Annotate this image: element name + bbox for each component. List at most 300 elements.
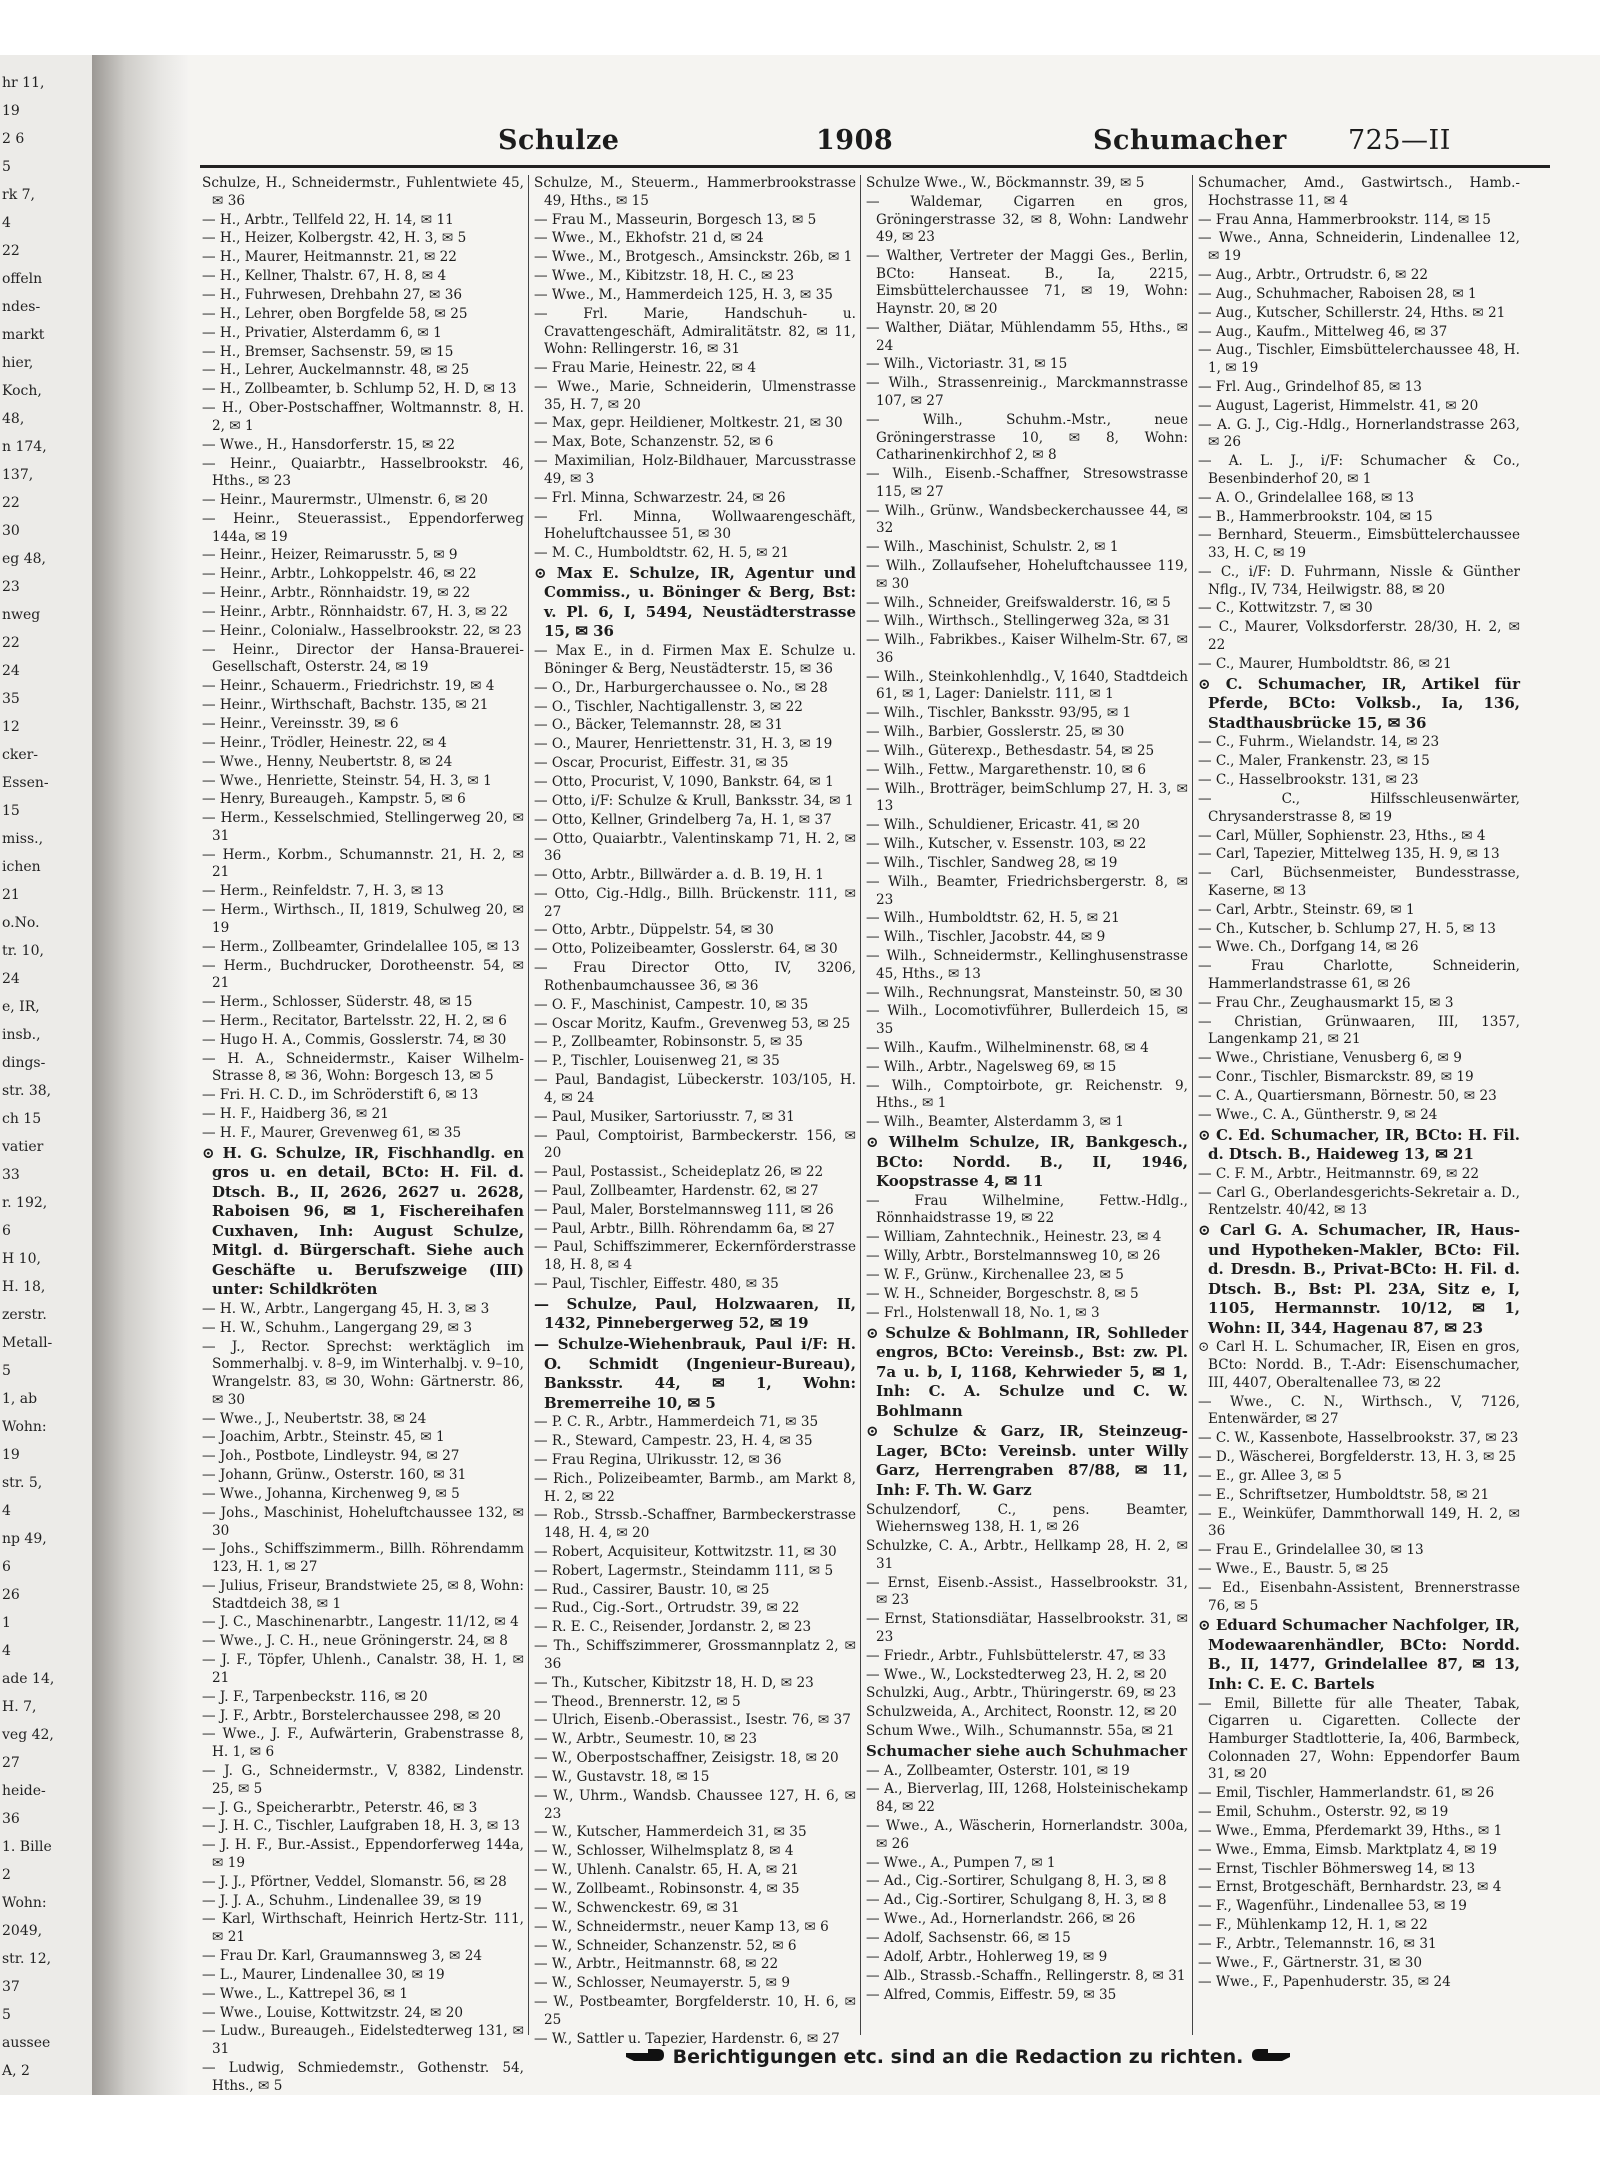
previous-page-fragment: miss.,	[2, 831, 44, 847]
previous-page-fragment: 24	[2, 971, 20, 987]
previous-page-fragment: insb.,	[2, 1027, 41, 1043]
directory-entry: — H. F., Haidberg 36, ✉ 21	[202, 1106, 389, 1123]
directory-entry: ⊙ C. Schumacher, IR, Artikel für Pferde, BCto: Volksb., Ia, 136, Stadthausbrücke 15, ✉ 36	[1198, 674, 1520, 732]
previous-page-fragment: cker-	[2, 747, 39, 763]
directory-entry: — Wwe., Emma, Pferdemarkt 39, Hths., ✉ 1	[1198, 1822, 1503, 1839]
directory-entry: — E., Weinküfer, Dammthorwall 149, H. 2, ✉ 36	[1198, 1505, 1520, 1540]
directory-entry: Schum Wwe., Wilh., Schumannstr. 55a, ✉ 21	[866, 1723, 1175, 1740]
directory-entry: — Wilh., Maschinist, Schulstr. 2, ✉ 1	[866, 539, 1119, 556]
header-page-number: 725—II	[1348, 125, 1451, 156]
directory-entry: ⊙ Eduard Schumacher Nachfolger, IR, Modewaarenhändler, BCto: Nordd. B., II, 1477, Grindelallee 87, ✉ 13, Inh: C. E. C. Bartels	[1198, 1616, 1520, 1693]
directory-entry: — Wilh., Schuldiener, Ericastr. 41, ✉ 20	[866, 817, 1140, 834]
directory-entry: — Ernst, Brotgeschäft, Bernhardstr. 23, ✉ 4	[1198, 1879, 1502, 1896]
directory-entry: — Wilh., Barbier, Gosslerstr. 25, ✉ 30	[866, 724, 1125, 741]
previous-page-fragment: 2	[2, 1867, 11, 1883]
previous-page-fragment: dings-	[2, 1055, 46, 1071]
directory-entry: — W., Schlosser, Wilhelmsplatz 8, ✉ 4	[534, 1843, 794, 1860]
directory-entry: — Frl. Marie, Handschuh- u. Cravattengeschäft, Admiralitätstr. 82, ✉ 11, Wohn: Rellingerstr. 16, ✉ 31	[534, 305, 856, 358]
directory-entry: — A. G. J., Cig.-Hdlg., Hornerlandstrasse 263, ✉ 26	[1198, 416, 1520, 451]
directory-entry: — Wwe., M., Brotgesch., Amsinckstr. 26b, ✉ 1	[534, 249, 853, 266]
directory-entry: — J. H. C., Tischler, Laufgraben 18, H. 3, ✉ 13	[202, 1818, 520, 1835]
directory-entry: — Wwe., A., Wäscherin, Hornerlandstr. 300a, ✉ 26	[866, 1818, 1188, 1852]
directory-entry: — Herm., Zollbeamter, Grindelallee 105, ✉ 13	[202, 938, 520, 955]
previous-page-fragment: 36	[2, 1811, 20, 1827]
directory-entry: — Heinr., Steuerassist., Eppendorferweg 144a, ✉ 19	[202, 510, 524, 545]
directory-entry: — H., Ober-Postschaffner, Woltmannstr. 8, H. 2, ✉ 1	[202, 400, 524, 434]
directory-entry: — Paul, Comptoirist, Barmbeckerstr. 156, ✉ 20	[534, 1127, 856, 1162]
previous-page-fragment: 22	[2, 635, 20, 651]
directory-entry: ⊙ Carl H. L. Schumacher, IR, Eisen en gros, BCto: Nordd. B., T.-Adr: Eisenschumacher, III, 4407, Oberaltenallee 73, ✉ 22	[1198, 1339, 1520, 1391]
directory-entry: — Wilh., Comptoirbote, gr. Reichenstr. 9, Hths., ✉ 1	[866, 1077, 1188, 1112]
directory-entry: — R. E. C., Reisender, Jordanstr. 2, ✉ 23	[534, 1619, 812, 1636]
directory-entry: — Willy, Arbtr., Borstelmannsweg 10, ✉ 26	[866, 1248, 1161, 1265]
directory-entry: — Emil, Tischler, Hammerlandstr. 61, ✉ 26	[1198, 1785, 1495, 1802]
directory-entry: — Aug., Kaufm., Mittelweg 46, ✉ 37	[1198, 323, 1448, 340]
directory-entry: ⊙ Wilhelm Schulze, IR, Bankgesch., BCto: Nordd. B., II, 1946, Koopstrasse 4, ✉ 11	[866, 1133, 1188, 1191]
directory-entry: — W., Schlosser, Neumayerstr. 5, ✉ 9	[534, 1975, 790, 1992]
directory-entry: — Conr., Tischler, Bismarckstr. 89, ✉ 19	[1198, 1069, 1474, 1086]
header-left-name: Schulze	[498, 125, 620, 156]
previous-page-fragment: 24	[2, 663, 20, 679]
previous-page-fragment: r. 192,	[2, 1195, 48, 1211]
directory-entry: — A., Bierverlag, III, 1268, Holsteinischekamp 84, ✉ 22	[866, 1781, 1188, 1816]
directory-entry: — P., Zollbeamter, Robinsonstr. 5, ✉ 35	[534, 1034, 804, 1051]
directory-entry: — August, Lagerist, Himmelstr. 41, ✉ 20	[1198, 397, 1479, 414]
directory-entry: — J. F., Arbtr., Borstelerchaussee 298, ✉ 20	[202, 1707, 501, 1724]
directory-entry: — Wwe., Emma, Eimsb. Marktplatz 4, ✉ 19	[1198, 1841, 1498, 1858]
directory-entry: — Schulze, Paul, Holzwaaren, II, 1432, Pinnebergerweg 52, ✉ 19	[534, 1294, 856, 1333]
directory-entry: — Heinr., Quaiarbtr., Hasselbrookstr. 46, Hths., ✉ 23	[202, 455, 524, 490]
directory-entry: — Paul, Zollbeamter, Hardenstr. 62, ✉ 27	[534, 1182, 819, 1199]
directory-entry: — O., Tischler, Nachtigallenstr. 3, ✉ 22	[534, 698, 803, 715]
directory-entry: — Ad., Cig.-Sortirer, Schulgang 8, H. 3, ✉ 8	[866, 1873, 1167, 1890]
directory-entry: — Wwe., M., Kibitzstr. 18, H. C., ✉ 23	[534, 268, 794, 285]
directory-entry: — O., Maurer, Henriettenstr. 31, H. 3, ✉ 19	[534, 736, 833, 753]
directory-entry: — Carl, Tapezier, Mittelweg 135, H. 9, ✉ 13	[1198, 846, 1500, 863]
previous-page-fragment: str. 38,	[2, 1083, 52, 1099]
previous-page-fragment: ch 15	[2, 1111, 42, 1127]
directory-entry: Schulze, H., Schneidermstr., Fuhlentwiete 45, ✉ 36	[202, 175, 524, 209]
directory-entry: — Herm., Korbm., Schumannstr. 21, H. 2, ✉ 21	[202, 846, 524, 881]
directory-entry: — Wwe., Johanna, Kirchenweg 9, ✉ 5	[202, 1486, 460, 1503]
directory-entry: — Henry, Bureaugeh., Kampstr. 5, ✉ 6	[202, 791, 466, 808]
directory-entry: — Ernst, Stationsdiätar, Hasselbrookstr. 31, ✉ 23	[866, 1611, 1188, 1645]
directory-entry: — C., Fuhrm., Wielandstr. 14, ✉ 23	[1198, 734, 1440, 751]
book-gutter	[92, 55, 188, 2095]
directory-entry: — W., Kutscher, Hammerdeich 31, ✉ 35	[534, 1824, 807, 1841]
directory-entry: — C., Kottwitzstr. 7, ✉ 30	[1198, 600, 1373, 617]
previous-page-fragment: hr 11,	[2, 75, 45, 91]
previous-page-fragment: 5	[2, 2007, 11, 2023]
previous-page-edge	[0, 55, 92, 2095]
directory-entry: — Paul, Bandagist, Lübeckerstr. 103/105, H. 4, ✉ 24	[534, 1072, 856, 1106]
directory-entry: — Ernst, Eisenb.-Assist., Hasselbrookstr. 31, ✉ 23	[866, 1574, 1188, 1609]
directory-entry: — Frau E., Grindelallee 30, ✉ 13	[1198, 1542, 1424, 1559]
directory-entry: — Aug., Kutscher, Schillerstr. 24, Hths. ✉ 21	[1198, 304, 1506, 321]
directory-entry: — A. O., Grindelallee 168, ✉ 13	[1198, 489, 1415, 506]
previous-page-fragment: H 10,	[2, 1251, 41, 1267]
directory-entry: — H., Bremser, Sachsenstr. 59, ✉ 15	[202, 343, 454, 360]
directory-entry: — Wwe., M., Ekhofstr. 21 d, ✉ 24	[534, 230, 764, 247]
footer-note	[548, 2045, 1368, 2070]
directory-entry: — Wilh., Brotträger, beimSchlump 27, H. 3, ✉ 13	[866, 780, 1188, 815]
column-2	[534, 175, 856, 2047]
directory-entry: — Alb., Strassb.-Schaffn., Rellingerstr. 8, ✉ 31	[866, 1967, 1186, 1984]
directory-entry: — F., Mühlenkamp 12, H. 1, ✉ 22	[1198, 1917, 1428, 1934]
directory-entry: — Aug., Tischler, Eimsbüttelerchaussee 48, H. 1, ✉ 19	[1198, 342, 1520, 377]
directory-entry: — Heinr., Arbtr., Rönnhaidstr. 19, ✉ 22	[202, 585, 471, 602]
directory-entry: — Wwe., W., Lockstedterweg 23, H. 2, ✉ 20	[866, 1666, 1167, 1683]
directory-entry: — Wwe., F., Papenhuderstr. 35, ✉ 24	[1198, 1973, 1451, 1990]
directory-entry: — Heinr., Trödler, Heinestr. 22, ✉ 4	[202, 734, 447, 751]
pointing-hand-icon	[1250, 2045, 1292, 2070]
directory-entry: — R., Steward, Campestr. 23, H. 4, ✉ 35	[534, 1433, 813, 1450]
directory-entry: — Wwe., Christiane, Venusberg 6, ✉ 9	[1198, 1050, 1462, 1067]
directory-entry: — H., Heizer, Kolbergstr. 42, H. 3, ✉ 5	[202, 230, 467, 247]
previous-page-fragment: A, 2	[2, 2063, 30, 2079]
directory-entry: — Herm., Reinfeldstr. 7, H. 3, ✉ 13	[202, 883, 444, 900]
directory-entry: — Otto, Quaiarbtr., Valentinskamp 71, H. 2, ✉ 36	[534, 830, 856, 865]
directory-entry: — Carl, Müller, Sophienstr. 23, Hths., ✉ 4	[1198, 827, 1486, 844]
previous-page-fragment: 2049,	[2, 1923, 43, 1939]
directory-entry: — Paul, Tischler, Eiffestr. 480, ✉ 35	[534, 1276, 779, 1293]
directory-entry: — Frau Director Otto, IV, 3206, Rothenbaumchaussee 36, ✉ 36	[534, 960, 856, 994]
directory-entry: — Karl, Wirthschaft, Heinrich Hertz-Str. 111, ✉ 21	[202, 1911, 524, 1946]
directory-entry: — Adolf, Arbtr., Hohlerweg 19, ✉ 9	[866, 1948, 1108, 1965]
previous-page-fragment: markt	[2, 327, 45, 343]
directory-entry: ⊙ Schulze & Bohlmann, IR, Sohlleder engros, BCto: Vereinsb., Bst: zw. Pl. 7a u. b, I, 1168, Kehrwieder 5, ✉ 1, Inh: C. A. Schulze und C. W. Bohlmann	[866, 1323, 1188, 1420]
directory-entry: — F., Arbtr., Telemannstr. 16, ✉ 31	[1198, 1936, 1437, 1953]
directory-entry: — H., Privatier, Alsterdamm 6, ✉ 1	[202, 324, 442, 341]
directory-entry: — Heinr., Vereinsstr. 39, ✉ 6	[202, 715, 399, 732]
previous-page-fragment: 22	[2, 495, 20, 511]
directory-entry: — Johs., Maschinist, Hoheluftchaussee 132, ✉ 30	[202, 1504, 524, 1539]
previous-page-fragment: 4	[2, 1503, 11, 1519]
directory-entry: — P., Tischler, Louisenweg 21, ✉ 35	[534, 1053, 780, 1070]
previous-page-fragment: 19	[2, 1447, 20, 1463]
directory-entry: — Heinr., Arbtr., Rönnhaidstr. 67, H. 3, ✉ 22	[202, 604, 508, 621]
previous-page-fragment: 26	[2, 1587, 20, 1603]
directory-entry: — Wilh., Wirthsch., Stellingerweg 32a, ✉ 31	[866, 613, 1171, 630]
previous-page-fragment: np 49,	[2, 1531, 47, 1547]
previous-page-fragment: str. 5,	[2, 1475, 43, 1491]
previous-page-fragment: 15	[2, 803, 20, 819]
directory-entry: — Wwe., C. A., Güntherstr. 9, ✉ 24	[1198, 1106, 1438, 1123]
previous-page-fragment: str. 12,	[2, 1951, 52, 1967]
directory-entry: — Ad., Cig.-Sortirer, Schulgang 8, H. 3, ✉ 8	[866, 1892, 1167, 1909]
directory-entry: Schulzendorf, C., pens. Beamter, Wiehernsweg 138, H. 1, ✉ 26	[866, 1501, 1188, 1536]
directory-entry: — C., Hasselbrookstr. 131, ✉ 23	[1198, 772, 1419, 789]
directory-entry: — C., Maurer, Volksdorferstr. 28/30, H. 2, ✉ 22	[1198, 619, 1520, 653]
directory-entry: — Wilh., Schuhm.-Mstr., neue Gröningerstrasse 10, ✉ 8, Wohn: Catharinenkirchhof 2, ✉ 8	[866, 411, 1188, 464]
directory-entry: — Herm., Kesselschmied, Stellingerweg 20, ✉ 31	[202, 810, 524, 844]
directory-entry: Schulzki, Aug., Arbtr., Thüringerstr. 69, ✉ 23	[866, 1685, 1177, 1702]
directory-entry: — Otto, Cig.-Hdlg., Billh. Brückenstr. 111, ✉ 27	[534, 885, 856, 920]
directory-entry: — Schulze-Wiehenbrauk, Paul i/F: H. O. Schmidt (Ingenieur-Bureau), Banksstr. 44, ✉ 1, Wohn: Bremerreihe 10, ✉ 5	[534, 1335, 856, 1412]
directory-entry: — Paul, Maler, Borstelmannsweg 111, ✉ 26	[534, 1201, 834, 1218]
directory-entry: — Ernst, Tischler Böhmersweg 14, ✉ 13	[1198, 1860, 1476, 1877]
directory-entry: — Wilh., Tischler, Sandweg 28, ✉ 19	[866, 854, 1118, 871]
directory-entry: — W. H., Schneider, Borgeschstr. 8, ✉ 5	[866, 1285, 1139, 1302]
directory-entry: — W., Schneidermstr., neuer Kamp 13, ✉ 6	[534, 1918, 829, 1935]
directory-entry: — J., Rector. Sprechst: werktäglich im Sommerhalbj. v. 8–9, im Winterhalbj. v. 9–10, Wrangelstr. 83, ✉ 30, Wohn: Gärtnerstr. 86, ✉ 30	[202, 1338, 524, 1408]
directory-entry: — W., Uhlenh. Canalstr. 65, H. A, ✉ 21	[534, 1862, 799, 1879]
directory-entry: — W., Postbeamter, Borgfelderstr. 10, H. 6, ✉ 25	[534, 1994, 856, 2028]
directory-entry: — Wilh., Beamter, Alsterdamm 3, ✉ 1	[866, 1114, 1124, 1131]
directory-entry: — Carl, Büchsenmeister, Bundesstrasse, Kaserne, ✉ 13	[1198, 865, 1520, 899]
directory-entry: — Wilh., Schneidermstr., Kellinghusenstrasse 45, Hths., ✉ 13	[866, 948, 1188, 982]
previous-page-fragment: Metall-	[2, 1335, 53, 1351]
directory-entry: — Wwe., E., Baustr. 5, ✉ 25	[1198, 1561, 1389, 1578]
directory-entry: — W., Gustavstr. 18, ✉ 15	[534, 1769, 710, 1786]
directory-entry: — J. F., Tarpenbeckstr. 116, ✉ 20	[202, 1688, 428, 1705]
directory-entry: — Paul, Arbtr., Billh. Röhrendamm 6a, ✉ 27	[534, 1220, 835, 1237]
directory-entry: — Wilh., Steinkohlenhdlg., V, 1640, Stadtdeich 61, ✉ 1, Lager: Danielstr. 111, ✉ 1	[866, 668, 1188, 703]
directory-entry: — W., Schwenckestr. 69, ✉ 31	[534, 1899, 740, 1916]
directory-entry: — D., Wäscherei, Borgfelderstr. 13, H. 3, ✉ 25	[1198, 1449, 1516, 1466]
directory-entry: — W. F., Grünw., Kirchenallee 23, ✉ 5	[866, 1267, 1124, 1284]
previous-page-fragment: veg 42,	[2, 1727, 54, 1743]
directory-entry: — C., Hilfsschleusenwärter, Chrysanderstrasse 8, ✉ 19	[1198, 790, 1520, 825]
directory-entry: — J. J. A., Schuhm., Lindenallee 39, ✉ 19	[202, 1892, 482, 1909]
previous-page-fragment: Koch,	[2, 383, 42, 399]
previous-page-fragment: Wohn:	[2, 1419, 47, 1435]
directory-entry: — W., Oberpostschaffner, Zeisigstr. 18, ✉ 20	[534, 1750, 839, 1767]
directory-entry: ⊙ Carl G. A. Schumacher, IR, Haus- und Hypotheken-Makler, BCto: Fil. d. Dresdn. B., Privat-BCto: H. Fil. d. Dtsch. B., Bst: Pl. 23A, Sitz e, I, 1105, Hermannstr. 10/12, ✉ 1, Wohn: II, 344, Hagenau 87, ✉ 23	[1198, 1221, 1520, 1337]
directory-entry: — Wwe., Ad., Hornerlandstr. 266, ✉ 26	[866, 1911, 1136, 1928]
directory-entry: — Wwe., Louise, Kottwitzstr. 24, ✉ 20	[202, 2004, 464, 2021]
directory-entry: — Heinr., Heizer, Reimarusstr. 5, ✉ 9	[202, 547, 458, 564]
previous-page-fragment: H. 7,	[2, 1699, 37, 1715]
directory-entry: — W., Zollbeamt., Robinsonstr. 4, ✉ 35	[534, 1880, 800, 1897]
directory-entry: ⊙ C. Ed. Schumacher, IR, BCto: H. Fil. d. Dtsch. B., Haideweg 13, ✉ 21	[1198, 1125, 1520, 1164]
directory-entry: — A. L. J., i/F: Schumacher & Co., Besenbinderhof 20, ✉ 1	[1198, 453, 1520, 487]
directory-entry: — Wwe., J., Neubertstr. 38, ✉ 24	[202, 1410, 427, 1427]
directory-entry: — Walther, Vertreter der Maggi Ges., Berlin, BCto: Hanseat. B., Ia, 2215, Eimsbüttelerchaussee 71, ✉ 19, Wohn: Haynstr. 20, ✉ 20	[866, 248, 1188, 318]
directory-entry: — Wwe., H., Hansdorferstr. 15, ✉ 22	[202, 436, 456, 453]
directory-entry: Schulzke, C. A., Arbtr., Hellkamp 28, H. 2, ✉ 31	[866, 1538, 1188, 1572]
directory-entry: — Wwe., A., Pumpen 7, ✉ 1	[866, 1854, 1056, 1871]
directory-entry: — Ludwig, Schmiedemstr., Gothenstr. 54, Hths., ✉ 5	[202, 2059, 524, 2094]
directory-entry: — Oscar, Procurist, Eiffestr. 31, ✉ 35	[534, 755, 789, 772]
directory-entry: — H. F., Maurer, Grevenweg 61, ✉ 35	[202, 1124, 462, 1141]
previous-page-fragment: 137,	[2, 467, 34, 483]
previous-page-fragment: nweg	[2, 607, 41, 623]
previous-page-fragment: 27	[2, 1755, 20, 1771]
directory-entry: — H., Lehrer, Auckelmannstr. 48, ✉ 25	[202, 362, 470, 379]
directory-entry: — Friedr., Arbtr., Fuhlsbüttelerstr. 47, ✉ 33	[866, 1647, 1166, 1664]
directory-entry: — Wwe., F., Gärtnerstr. 31, ✉ 30	[1198, 1954, 1423, 1971]
directory-entry: ⊙ H. G. Schulze, IR, Fischhandlg. en gros u. en detail, BCto: H. Fil. d. Dtsch. B., II, 2626, 2627 u. 2628, Raboisen 96, ✉ 1, Fischereihafen Cuxhaven, Inh: August Schulze, Mitgl. d. Bürgerschaft. Siehe auch Geschäfte u. Berufszweige (III) unter: Schildkröten	[202, 1143, 524, 1299]
directory-entry: — Fri. H. C. D., im Schröderstift 6, ✉ 13	[202, 1087, 479, 1104]
previous-page-fragment: 2 6	[2, 131, 25, 147]
previous-page-fragment: n 174,	[2, 439, 47, 455]
directory-entry: — Heinr., Maurermstr., Ulmenstr. 6, ✉ 20	[202, 492, 488, 509]
directory-entry: — Otto, Arbtr., Düppelstr. 54, ✉ 30	[534, 922, 774, 939]
previous-page-fragment: ichen	[2, 859, 41, 875]
previous-page-fragment: 30	[2, 523, 20, 539]
previous-page-fragment: ade 14,	[2, 1671, 55, 1687]
directory-entry: — Herm., Wirthsch., II, 1819, Schulweg 20, ✉ 19	[202, 902, 524, 936]
directory-entry: — H. W., Schuhm., Langergang 29, ✉ 3	[202, 1319, 473, 1336]
scan-margin-top	[0, 0, 1600, 55]
directory-entry: — Wilh., Eisenb.-Schaffner, Stresowstrasse 115, ✉ 27	[866, 466, 1188, 500]
directory-entry: — Frau Wilhelmine, Fettw.-Hdlg., Rönnhaidstrasse 19, ✉ 22	[866, 1192, 1188, 1227]
directory-entry: — Rich., Polizeibeamter, Barmb., am Markt 8, H. 2, ✉ 22	[534, 1470, 856, 1505]
directory-entry: — Ed., Eisenbahn-Assistent, Brennerstrasse 76, ✉ 5	[1198, 1579, 1520, 1614]
directory-entry: — Theod., Brennerstr. 12, ✉ 5	[534, 1693, 741, 1710]
directory-entry: — Wilh., Beamter, Friedrichsbergerstr. 8, ✉ 23	[866, 873, 1188, 908]
directory-entry: — Heinr., Schauerm., Friedrichstr. 19, ✉ 4	[202, 678, 495, 695]
directory-entry: — Christian, Grünwaaren, III, 1357, Langenkamp 21, ✉ 21	[1198, 1013, 1520, 1048]
directory-entry: Schumacher siehe auch Schuhmacher	[866, 1741, 1188, 1760]
previous-page-fragment: H. 18,	[2, 1279, 46, 1295]
directory-entry: — Wilh., Kaufm., Wilhelminenstr. 68, ✉ 4	[866, 1040, 1149, 1057]
directory-entry: — Frau Anna, Hammerbrookstr. 114, ✉ 15	[1198, 211, 1491, 228]
directory-entry: — Paul, Musiker, Sartoriusstr. 7, ✉ 31	[534, 1108, 795, 1125]
previous-page-fragment: 12	[2, 719, 20, 735]
directory-entry: — Carl, Arbtr., Steinstr. 69, ✉ 1	[1198, 901, 1415, 918]
directory-entry: — Herm., Recitator, Bartelsstr. 22, H. 2, ✉ 6	[202, 1012, 507, 1029]
directory-entry: — H. A., Schneidermstr., Kaiser Wilhelm-Strasse 8, ✉ 36, Wohn: Borgesch 13, ✉ 5	[202, 1050, 524, 1085]
previous-page-fragment: hier,	[2, 355, 34, 371]
directory-entry: — J. C., Maschinenarbtr., Langestr. 11/12, ✉ 4	[202, 1614, 519, 1631]
directory-entry: — J. G., Schneidermstr., V, 8382, Lindenstr. 25, ✉ 5	[202, 1762, 524, 1797]
directory-entry: — Herm., Schlosser, Süderstr. 48, ✉ 15	[202, 994, 473, 1011]
previous-page-fragment: 1	[2, 1615, 11, 1631]
directory-entry: — Walther, Diätar, Mühlendamm 55, Hths., ✉ 24	[866, 319, 1188, 354]
previous-page-fragment: 37	[2, 1979, 20, 1995]
directory-page	[188, 55, 1600, 2095]
directory-entry: — B., Hammerbrookstr. 104, ✉ 15	[1198, 508, 1433, 525]
directory-entry: — Wwe., L., Kattrepel 36, ✉ 1	[202, 1985, 408, 2002]
directory-entry: — Frau Dr. Karl, Graumannsweg 3, ✉ 24	[202, 1948, 483, 1965]
column-4	[1198, 175, 1520, 2035]
directory-entry: — Paul, Postassist., Scheideplatz 26, ✉ 22	[534, 1164, 824, 1181]
directory-entry: — C. W., Kassenbote, Hasselbrookstr. 37, ✉ 23	[1198, 1430, 1519, 1447]
directory-entry: — Wwe., J. F., Aufwärterin, Grabenstrasse 8, H. 1, ✉ 6	[202, 1726, 524, 1761]
directory-entry: — Rud., Cassirer, Baustr. 10, ✉ 25	[534, 1581, 770, 1598]
previous-page-fragment: tr. 10,	[2, 943, 44, 959]
directory-entry: — W., Uhrm., Wandsb. Chaussee 127, H. 6, ✉ 23	[534, 1787, 856, 1822]
directory-entry: — H., Lehrer, oben Borgfelde 58, ✉ 25	[202, 305, 468, 322]
directory-entry: — Th., Kutscher, Kibitzstr 18, H. D, ✉ 23	[534, 1674, 814, 1691]
directory-entry: — Wilh., Zollaufseher, Hoheluftchaussee 119, ✉ 30	[866, 557, 1188, 592]
directory-entry: — Heinr., Colonialw., Hasselbrookstr. 22, ✉ 23	[202, 622, 522, 639]
directory-entry: — Wilh., Arbtr., Nagelsweg 69, ✉ 15	[866, 1058, 1117, 1075]
directory-entry: Schumacher, Amd., Gastwirtsch., Hamb.-Hochstrasse 11, ✉ 4	[1198, 175, 1520, 209]
running-header	[198, 125, 1563, 165]
directory-entry: — Heinr., Director der Hansa-Brauerei-Gesellschaft, Osterstr. 24, ✉ 19	[202, 641, 524, 676]
directory-entry: — Frau Marie, Heinestr. 22, ✉ 4	[534, 360, 757, 377]
directory-entry: Schulze Wwe., W., Böckmannstr. 39, ✉ 5	[866, 175, 1145, 191]
directory-entry: — H., Maurer, Heitmannstr. 21, ✉ 22	[202, 249, 457, 266]
directory-entry: — O. F., Maschinist, Campestr. 10, ✉ 35	[534, 996, 809, 1013]
directory-entry: — P. C. R., Arbtr., Hammerdeich 71, ✉ 35	[534, 1414, 819, 1431]
directory-entry: — J. H. F., Bur.-Assist., Eppendorferweg 144a, ✉ 19	[202, 1837, 524, 1871]
directory-entry: — Wwe., C. N., Wirthsch., V, 7126, Entenwärder, ✉ 27	[1198, 1393, 1520, 1428]
previous-page-fragment: 5	[2, 1363, 11, 1379]
previous-page-fragment: 23	[2, 579, 20, 595]
directory-entry: — Frau M., Masseurin, Borgesch 13, ✉ 5	[534, 211, 817, 228]
directory-entry: — Wilh., Rechnungsrat, Mansteinstr. 50, ✉ 30	[866, 984, 1183, 1001]
directory-entry: — Max, gepr. Heildiener, Moltkestr. 21, ✉ 30	[534, 415, 843, 432]
directory-entry: — Frau Regina, Ulrikusstr. 12, ✉ 36	[534, 1451, 782, 1468]
directory-entry: — E., gr. Allee 3, ✉ 5	[1198, 1467, 1342, 1484]
directory-entry: — Wilh., Fettw., Margarethenstr. 10, ✉ 6	[866, 761, 1146, 778]
directory-entry: — Wilh., Tischler, Banksstr. 93/95, ✉ 1	[866, 705, 1132, 722]
directory-entry: — Robert, Lagermstr., Steindamm 111, ✉ 5	[534, 1562, 834, 1579]
directory-entry: — Adolf, Sachsenstr. 66, ✉ 15	[866, 1929, 1071, 1946]
scan-margin-bottom	[0, 2095, 1600, 2177]
previous-page-fragment: 33	[2, 1167, 20, 1183]
directory-entry: — Aug., Arbtr., Ortrudstr. 6, ✉ 22	[1198, 266, 1429, 283]
directory-entry: — Max E., in d. Firmen Max E. Schulze u. Böninger & Berg, Neustädterstr. 15, ✉ 36	[534, 643, 856, 677]
directory-entry: — J. J., Pförtner, Veddel, Slomanstr. 56, ✉ 28	[202, 1873, 507, 1890]
header-right-name: Schumacher	[1093, 125, 1287, 156]
directory-entry: — H., Zollbeamter, b. Schlump 52, H. D, ✉ 13	[202, 381, 517, 398]
directory-entry: — J. G., Speicherarbtr., Peterstr. 46, ✉ 3	[202, 1799, 478, 1816]
directory-entry: — Wilh., Victoriastr. 31, ✉ 15	[866, 356, 1068, 373]
directory-entry: — Ludw., Bureaugeh., Eidelstedterweg 131, ✉ 31	[202, 2023, 524, 2058]
previous-page-fragment: 4	[2, 1643, 11, 1659]
previous-page-fragment: heide-	[2, 1783, 46, 1799]
previous-page-fragment: 1. Bille	[2, 1839, 52, 1855]
previous-page-fragment: 6	[2, 1223, 11, 1239]
directory-entry: — J. F., Töpfer, Uhlenh., Canalstr. 38, H. 1, ✉ 21	[202, 1652, 524, 1686]
directory-entry: — H., Fuhrwesen, Drehbahn 27, ✉ 36	[202, 286, 463, 303]
directory-entry: — W., Arbtr., Heitmannstr. 68, ✉ 22	[534, 1956, 779, 1973]
directory-entry: Schulze, M., Steuerm., Hammerbrookstrasse 49, Hths., ✉ 15	[534, 175, 856, 209]
column-3	[866, 175, 1188, 2035]
directory-entry: — Carl G., Oberlandesgerichts-Sekretair a. D., Rentzelstr. 40/42, ✉ 13	[1198, 1184, 1520, 1219]
previous-page-fragment: Wohn:	[2, 1895, 47, 1911]
directory-entry: — Frl. Minna, Wollwaarengeschäft, Hoheluftchaussee 51, ✉ 30	[534, 508, 856, 543]
directory-entry: — Wwe., Anna, Schneiderin, Lindenallee 12, ✉ 19	[1198, 230, 1520, 265]
directory-entry: — Bernhard, Steuerm., Eimsbüttelerchaussee 33, H. C, ✉ 19	[1198, 527, 1520, 562]
column-divider	[860, 175, 861, 2035]
header-rule	[200, 165, 1550, 168]
directory-entry: — Wwe. Ch., Dorfgang 14, ✉ 26	[1198, 939, 1419, 956]
previous-page-fragment: e, IR,	[2, 999, 40, 1015]
directory-entry: — Emil, Schuhm., Osterstr. 92, ✉ 19	[1198, 1804, 1449, 1820]
directory-entry: — Frau Chr., Zeughausmarkt 15, ✉ 3	[1198, 994, 1454, 1011]
directory-entry: — Max, Bote, Schanzenstr. 52, ✉ 6	[534, 434, 774, 451]
directory-entry: — H., Arbtr., Tellfeld 22, H. 14, ✉ 11	[202, 211, 454, 228]
previous-page-fragment: 4	[2, 215, 11, 231]
directory-entry: — Robert, Acquisiteur, Kottwitzstr. 11, ✉ 30	[534, 1543, 837, 1560]
directory-entry: — Th., Schiffszimmerer, Grossmannplatz 2, ✉ 36	[534, 1638, 856, 1672]
previous-page-fragment: 6	[2, 1559, 11, 1575]
directory-entry: — Rud., Cig.-Sort., Ortrudstr. 39, ✉ 22	[534, 1600, 800, 1617]
directory-entry: — Rob., Strssb.-Schaffner, Barmbeckerstrasse 148, H. 4, ✉ 20	[534, 1507, 856, 1542]
directory-entry: — Frl. Aug., Grindelhof 85, ✉ 13	[1198, 378, 1422, 395]
directory-entry: — Emil, Billette für alle Theater, Tabak, Cigarren u. Cigaretten. Collecte der Hamburger Stadtlotterie, Ia, 406, Barmbeck, Colonnaden 27, Wohn: Eppendorfer Baum 31, ✉ 20	[1198, 1695, 1520, 1783]
previous-page-fragment: Essen-	[2, 775, 49, 791]
directory-entry: — Wilh., Locomotivführer, Bullerdeich 15, ✉ 35	[866, 1003, 1188, 1038]
directory-entry: — F., Wagenführ., Lindenallee 53, ✉ 19	[1198, 1898, 1467, 1915]
directory-entry: — Waldemar, Cigarren en gros, Gröningerstrasse 32, ✉ 8, Wohn: Landwehr 49, ✉ 23	[866, 193, 1188, 246]
directory-entry: — C. F. M., Arbtr., Heitmannstr. 69, ✉ 22	[1198, 1165, 1480, 1182]
directory-entry: — Wilh., Strassenreinig., Marckmannstrasse 107, ✉ 27	[866, 375, 1188, 409]
directory-entry: — M. C., Humboldtstr. 62, H. 5, ✉ 21	[534, 545, 790, 562]
directory-entry: — Frl., Holstenwall 18, No. 1, ✉ 3	[866, 1304, 1100, 1321]
directory-entry: — H. W., Arbtr., Langergang 45, H. 3, ✉ 3	[202, 1301, 490, 1317]
directory-entry: — W., Schneider, Schanzenstr. 52, ✉ 6	[534, 1937, 797, 1954]
directory-entry: — Joachim, Arbtr., Steinstr. 45, ✉ 1	[202, 1429, 445, 1446]
directory-entry: ⊙ Max E. Schulze, IR, Agentur und Commiss., u. Böninger & Berg, Bst: v. Pl. 6, I, 5494, Neustädterstrasse 15, ✉ 36	[534, 563, 856, 641]
column-divider	[528, 175, 529, 2035]
